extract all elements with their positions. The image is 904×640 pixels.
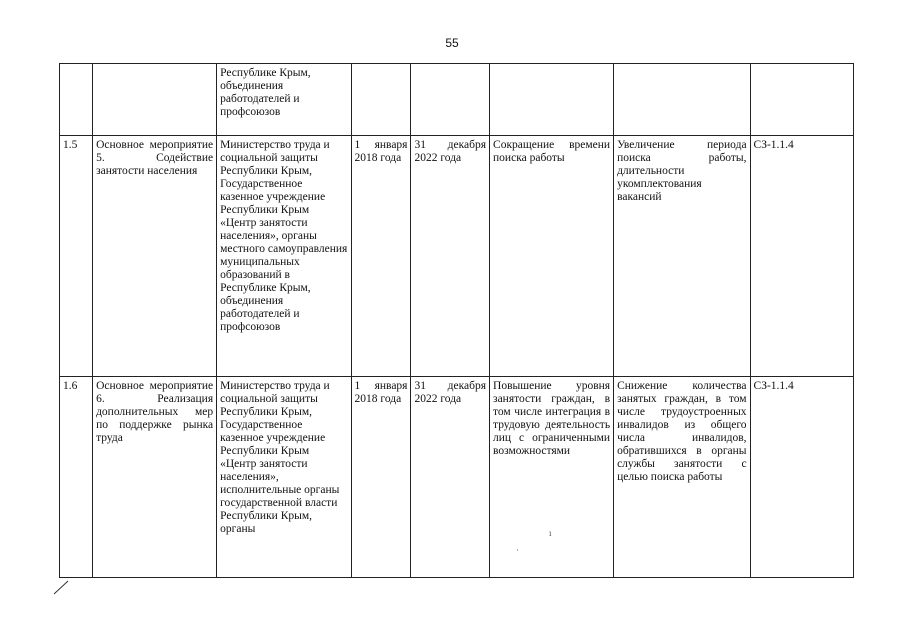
cell-expected-result: Сокращение времени поиска работы	[490, 136, 614, 377]
cell-indicator-link: СЗ-1.1.4	[750, 136, 853, 377]
cell-end-date: 31 декабря 2022 года	[411, 377, 490, 578]
scan-dot-icon: ·	[516, 545, 519, 555]
scan-mark-icon	[52, 578, 72, 596]
table-row	[60, 136, 854, 377]
cell-executor: Министерство труда и социальной защиты Республики Крым, Государственное казенное учреждение Республики Крым «Центр занятости населения», органы местного самоуправления муниципальных образований в Республике Крым, объединения работодателей и профсоюзов	[217, 136, 351, 377]
cell-number	[60, 64, 93, 136]
cell-start-date: 1 января 2018 года	[351, 377, 411, 578]
cell-indicator-link: СЗ-1.1.4	[750, 377, 853, 578]
cell-consequences: Снижение количества занятых граждан, в том числе трудоустроенных инвалидов из общего числа инвалидов, обратившихся в органы службы занятости с целью поиска работы	[614, 377, 750, 578]
cell-number: 1.6	[60, 377, 93, 578]
cell-end-date: 31 декабря 2022 года	[411, 136, 490, 377]
cell-measure-name: Основное мероприятие 6. Реализация дополнительных мер по поддержке рынка труда	[93, 377, 217, 578]
scan-dot-icon: ı	[549, 528, 552, 538]
cell-executor: Республике Крым, объединения работодателей и профсоюзов	[217, 64, 351, 136]
cell-end-date	[411, 64, 490, 136]
cell-consequences: Увеличение периода поиска работы, длительности укомплектования вакансий	[614, 136, 750, 377]
table-row	[60, 377, 854, 578]
page-number: 55	[445, 36, 459, 50]
cell-number: 1.5	[60, 136, 93, 377]
cell-start-date	[351, 64, 411, 136]
table-row	[60, 64, 854, 136]
cell-expected-result: Повышение уровня занятости граждан, в том числе интеграция в трудовую деятельность лиц с ограниченными возможностями	[490, 377, 614, 578]
measures-table	[59, 63, 854, 578]
cell-indicator-link	[750, 64, 853, 136]
cell-executor: Министерство труда и социальной защиты Республики Крым, Государственное казенное учреждение Республики Крым «Центр занятости населения», исполнительные органы государственной власти Республики Крым, органы	[217, 377, 351, 578]
cell-consequences	[614, 64, 750, 136]
cell-measure-name	[93, 64, 217, 136]
cell-start-date: 1 января 2018 года	[351, 136, 411, 377]
cell-expected-result	[490, 64, 614, 136]
cell-measure-name: Основное мероприятие 5. Содействие занятости населения	[93, 136, 217, 377]
